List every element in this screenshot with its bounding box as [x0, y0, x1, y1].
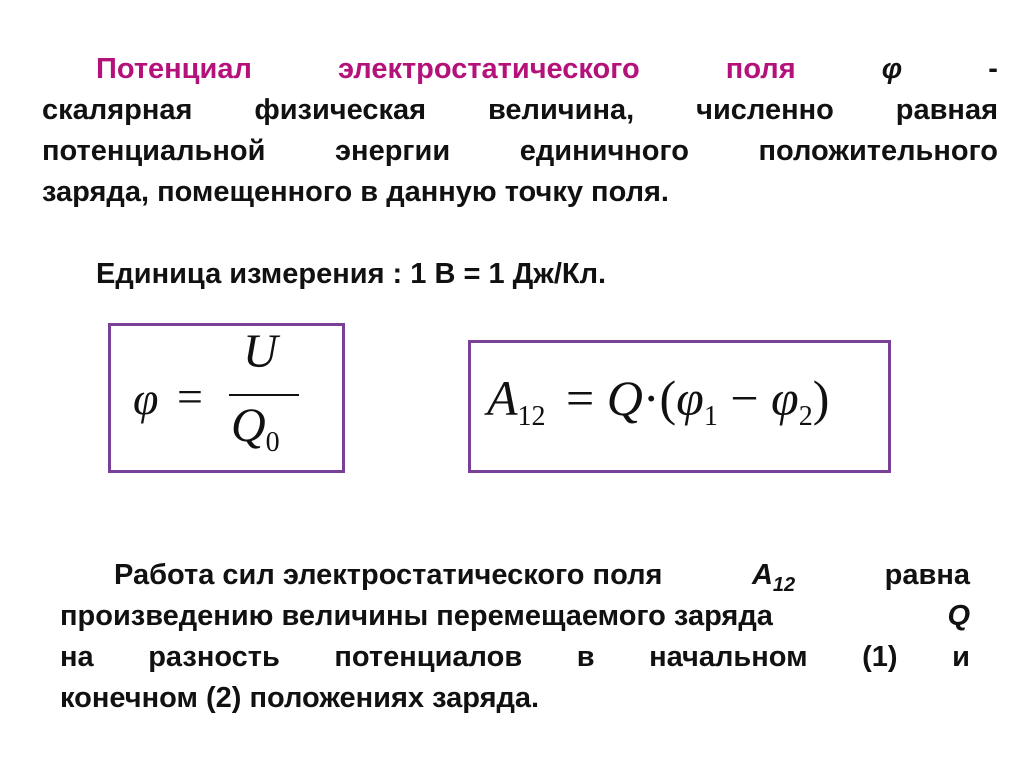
formula2-phi1: φ — [676, 370, 704, 426]
work-line-1-end: равна — [884, 559, 970, 591]
formula2-a-sub: 12 — [517, 401, 546, 432]
formula2-expression — [487, 369, 830, 432]
formula2-open-paren: ( — [659, 370, 677, 426]
unit-line: Единица измерения : 1 В = 1 Дж/Кл. — [96, 258, 607, 290]
work-line-1 — [114, 558, 970, 602]
work-symbol-q: Q — [947, 600, 970, 632]
work-line-2 — [60, 599, 970, 633]
formula2-phi2-sub: 2 — [798, 401, 813, 432]
formula2-a: A — [487, 370, 518, 426]
formula1-fraction-bar — [229, 394, 299, 396]
work-line-3: на разность потенциалов в начальном (1) и — [60, 641, 970, 673]
definition-line-3: потенциальной энергии единичного положительного — [42, 135, 998, 167]
phi-symbol: φ — [881, 53, 903, 85]
formula2-dot: · — [642, 370, 660, 426]
formula2-phi1-sub: 1 — [703, 401, 718, 432]
definition-line-1 — [96, 52, 998, 86]
work-line-1-text: Работа сил электростатического поля — [114, 559, 663, 591]
term-word-3: поля — [725, 53, 796, 85]
work-line-2-text: произведению величины перемещаемого заряда — [60, 600, 773, 632]
formula-box-work — [468, 340, 891, 473]
term-word-2: электростатического — [338, 53, 640, 85]
formula-box-potential — [108, 323, 345, 473]
formula1-phi: φ — [133, 373, 159, 424]
formula2-equals: = — [566, 370, 595, 426]
term-word-1: Потенциал — [96, 53, 252, 85]
formula2-minus: − — [730, 370, 759, 426]
dash: - — [988, 53, 998, 85]
formula2-close-paren: ) — [812, 370, 830, 426]
formula1-numerator: U — [243, 325, 278, 378]
work-symbol-a12: $A_{12}$ — [751, 559, 796, 596]
formula2-q: Q — [606, 370, 643, 426]
definition-line-2: скалярная физическая величина, численно равная — [42, 94, 998, 126]
formula1-equals: = — [177, 371, 203, 422]
work-line-4: конечном (2) положениях заряда. — [60, 682, 540, 714]
definition-line-4: заряда, помещенного в данную точку поля. — [42, 176, 669, 208]
formula2-phi2: φ — [771, 370, 799, 426]
formula1-denominator: $Q_0$ — [231, 399, 280, 458]
formula1-denominator-sub: 0 — [265, 427, 280, 458]
